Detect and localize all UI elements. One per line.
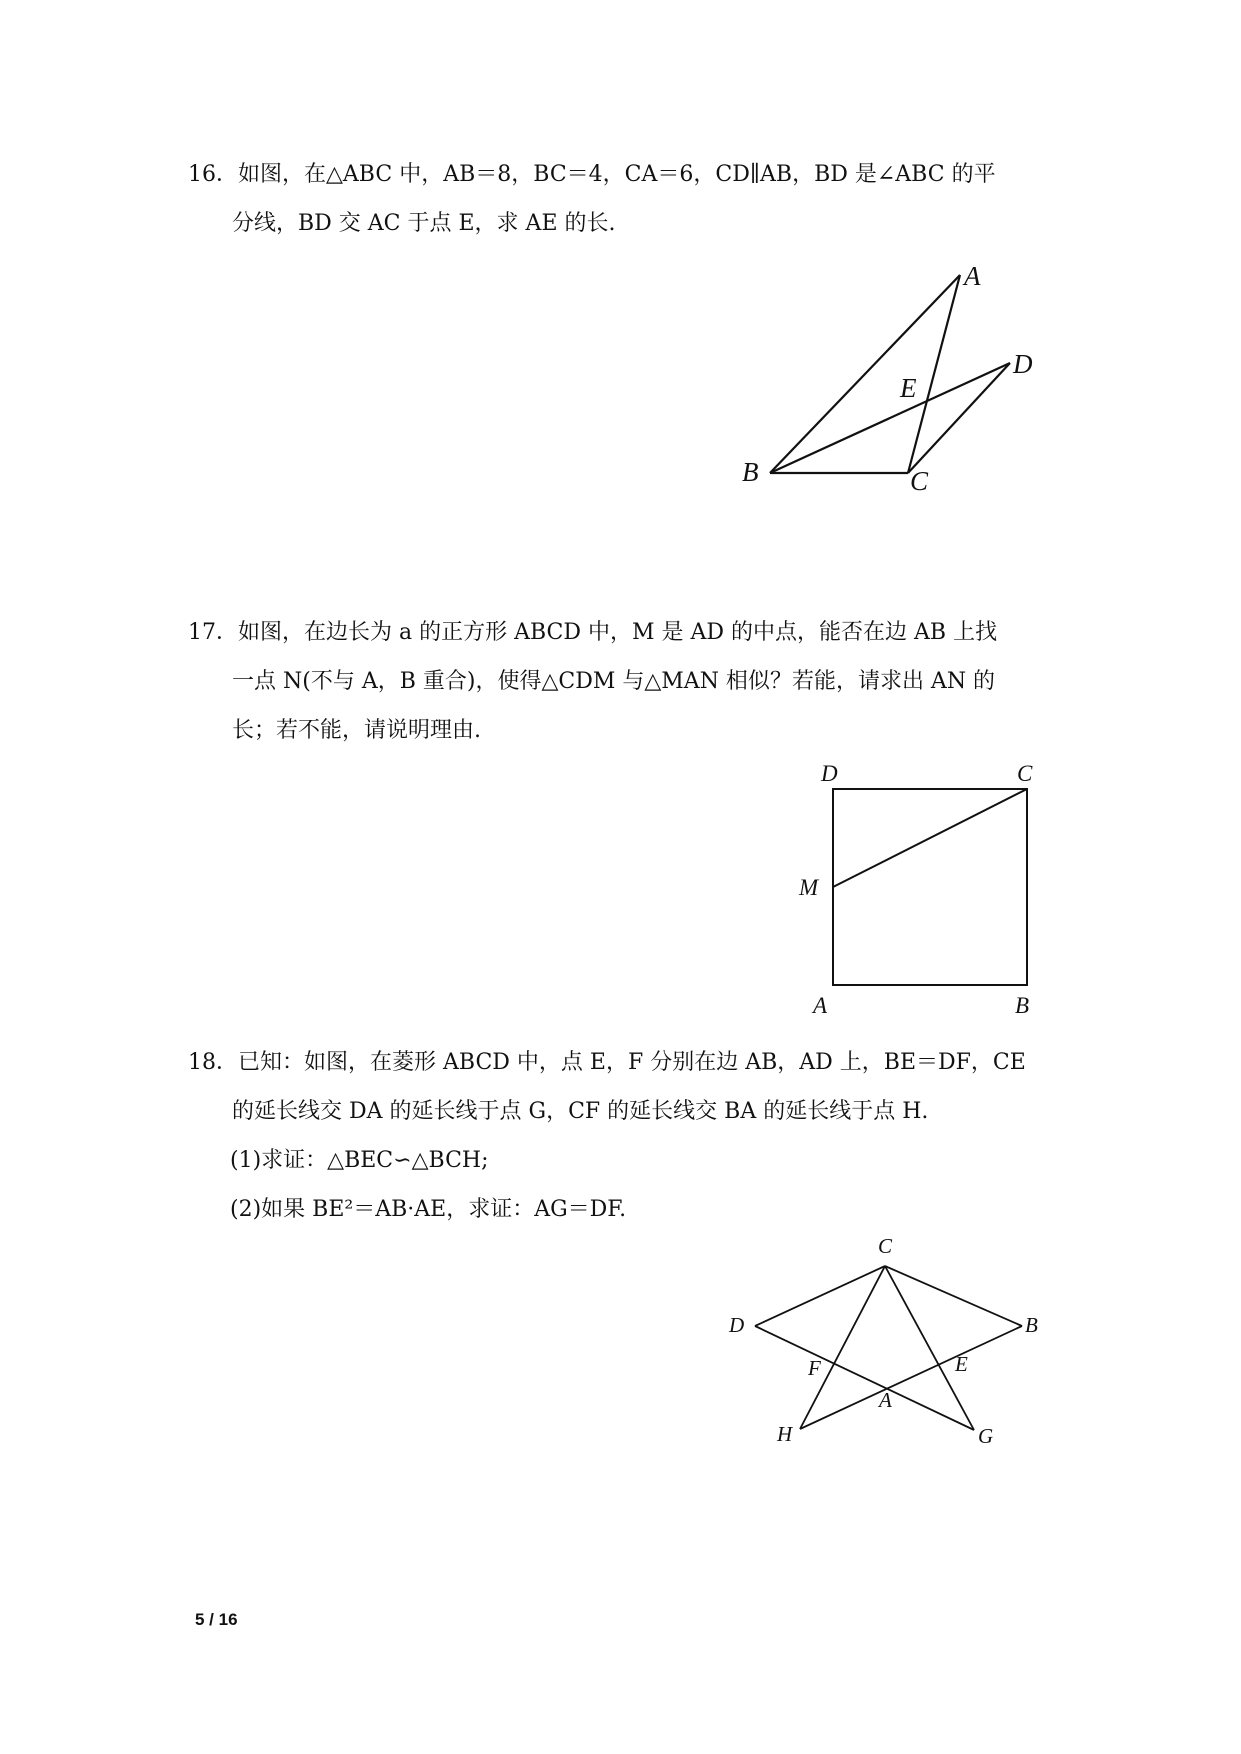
problem-18-line-2: 的延长线交 DA 的延长线于点 G，CF 的延长线交 BA 的延长线于点 H. [232, 1099, 929, 1124]
figure-16-triangle [730, 255, 1060, 505]
label-17-B: B [1015, 993, 1030, 1018]
label-16-C: C [910, 466, 929, 496]
label-17-C: C [1017, 761, 1033, 786]
problem-18-part-1: (1)求证：△BEC∽△BCH; [230, 1148, 489, 1173]
label-16-B: B [742, 457, 759, 487]
problem-16-line-1: 16．如图，在△ABC 中，AB＝8，BC＝4，CA＝6，CD∥AB，BD 是∠ABC 的平 [188, 162, 996, 187]
problem-18-part-2: (2)如果 BE²＝AB·AE，求证：AG＝DF. [230, 1197, 627, 1222]
label-16-A: A [964, 261, 981, 291]
problem-17-line-2: 一点 N(不与 A，B 重合)，使得△CDM 与△MAN 相似？若能，请求出 AN 的 [232, 669, 996, 694]
label-17-A: A [813, 993, 828, 1018]
problem-18-line-1: 18．已知：如图，在菱形 ABCD 中，点 E，F 分别在边 AB，AD 上，BE＝DF，CE [188, 1050, 1026, 1075]
label-17-D: D [821, 761, 838, 786]
figure-18-rhombus [715, 1230, 1065, 1450]
page-number: 5 / 16 [195, 1610, 238, 1629]
label-17-M: M [799, 875, 819, 900]
label-18-A: A [879, 1388, 892, 1412]
label-18-F: F [808, 1356, 821, 1380]
label-18-B: B [1025, 1313, 1038, 1337]
label-16-E: E [900, 373, 917, 403]
label-18-G: G [978, 1424, 994, 1448]
problem-16-line-2: 分线，BD 交 AC 于点 E，求 AE 的长. [232, 211, 616, 236]
label-18-D: D [729, 1313, 745, 1337]
figure-17-square [795, 755, 1055, 1025]
label-18-E: E [955, 1352, 968, 1376]
label-16-D: D [1013, 349, 1033, 379]
label-18-C: C [878, 1234, 893, 1258]
label-18-H: H [777, 1422, 793, 1446]
problem-17-line-3: 长；若不能，请说明理由. [232, 718, 481, 743]
problem-17-line-1: 17．如图，在边长为 a 的正方形 ABCD 中，M 是 AD 的中点，能否在边 AB 上找 [188, 620, 998, 645]
